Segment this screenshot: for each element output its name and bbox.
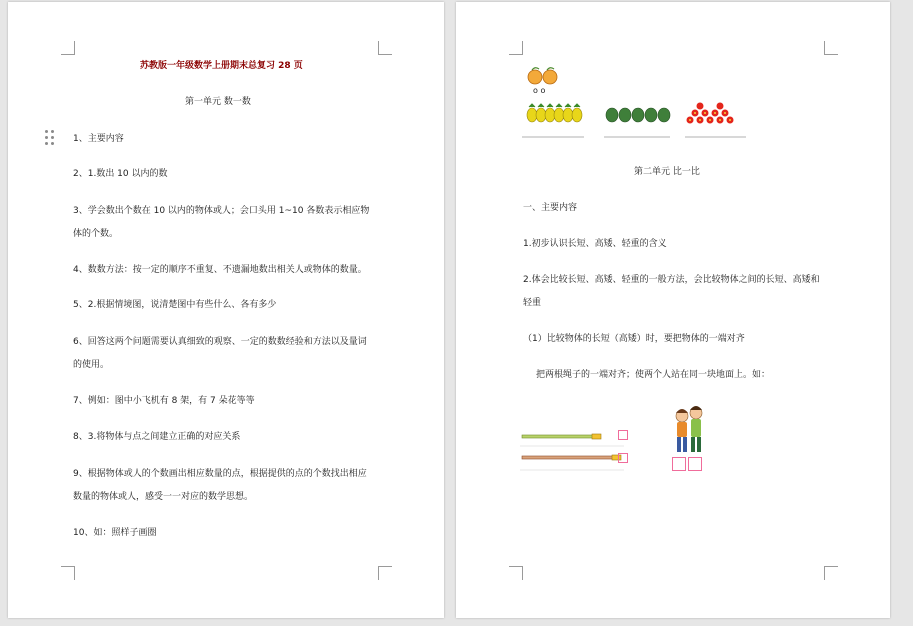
margin-corner-bottom-left — [61, 566, 75, 580]
document-title: 苏教版一年级数学上册期末总复习 28 页 — [140, 61, 303, 71]
unit-heading: 第二单元 比一比 — [634, 167, 700, 177]
body-line: 1、主要内容 — [73, 134, 124, 144]
body-line: 轻重 — [523, 298, 542, 308]
body-line: 1.初步认识长短、高矮、轻重的含义 — [523, 239, 667, 249]
body-line: 6、回答这两个问题需要认真细致的观察、一定的数数经验和方法以及量词 — [73, 337, 367, 347]
document-page-1 — [8, 2, 444, 618]
pear-icon — [527, 104, 582, 122]
body-line: 4、数数方法：按一定的顺序不重复、不遗漏地数出相关人或物体的数量。 — [73, 265, 367, 275]
paragraph-drag-handle-icon[interactable] — [45, 130, 55, 146]
children-height-illustration — [669, 402, 709, 459]
body-line: 一、主要内容 — [523, 203, 578, 213]
margin-corner-bottom-right — [824, 566, 838, 580]
margin-corner-top-right — [824, 41, 838, 55]
body-line: 把两根绳子的一端对齐；使两个人站在同一块地面上。如： — [536, 370, 771, 380]
body-line: 5、2.根据情境图，说清楚图中有些什么、各有多少 — [73, 300, 277, 310]
unit-heading: 第一单元 数一数 — [185, 97, 251, 107]
watermelon-icon — [606, 108, 670, 122]
flower-icon — [687, 103, 734, 124]
body-line: 9、根据物体或人的个数画出相应数量的点，根据提供的点的个数找出相应 — [73, 469, 367, 479]
child-icon — [676, 406, 702, 452]
margin-corner-top-left — [509, 41, 523, 55]
body-line: 3、学会数出个数在 10 以内的物体或人；会口头用 1~10 各数表示相应物 — [73, 206, 370, 216]
body-line: 数量的物体或人，感受一一对应的数学思想。 — [73, 492, 254, 502]
answer-box[interactable] — [672, 457, 686, 471]
margin-corner-top-left — [61, 41, 75, 55]
body-line: 体的个数。 — [73, 229, 119, 239]
body-line: 8、3.将物体与点之间建立正确的对应关系 — [73, 432, 241, 442]
body-line: 2.体会比较长短、高矮、轻重的一般方法，会比较物体之间的长短、高矮和 — [523, 275, 820, 285]
margin-corner-bottom-left — [509, 566, 523, 580]
document-page-2 — [456, 2, 890, 618]
body-line: 7、例如：图中小飞机有 8 架，有 7 朵花等等 — [73, 396, 255, 406]
body-line: （1）比较物体的长短（高矮）时，要把物体的一端对齐 — [523, 334, 745, 344]
body-line: 10、如：照样子画圈 — [73, 528, 157, 538]
answer-box[interactable] — [618, 430, 628, 440]
peach-icon — [528, 68, 557, 84]
answer-box[interactable] — [618, 453, 628, 463]
margin-corner-bottom-right — [378, 566, 392, 580]
margin-corner-top-right — [378, 41, 392, 55]
answer-box[interactable] — [688, 457, 702, 471]
peach-count-marks: o o — [533, 86, 546, 95]
rope-icon — [522, 434, 621, 460]
body-line: 2、1.数出 10 以内的数 — [73, 169, 168, 179]
fruit-counting-illustration — [522, 64, 762, 142]
body-line: 的使用。 — [73, 360, 110, 370]
